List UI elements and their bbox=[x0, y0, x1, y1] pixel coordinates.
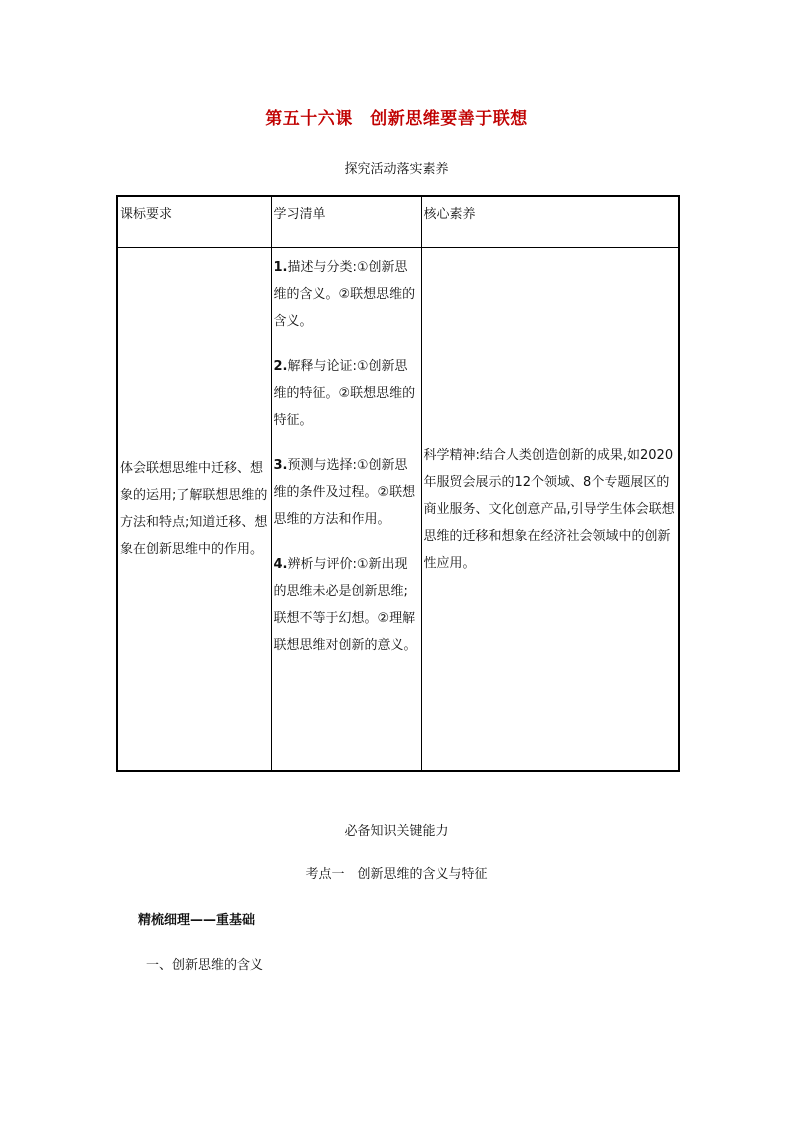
header-cell-requirement: 课标要求 bbox=[117, 196, 271, 248]
checklist-item-number: 1. bbox=[273, 260, 288, 275]
checklist-item-text: 辨析与评价:①新出现的思维未必是创新思维;联想不等于幻想。②理解联想思维对创新的意义。 bbox=[273, 557, 417, 653]
checklist-item bbox=[274, 452, 420, 533]
checklist-item bbox=[274, 254, 420, 335]
section-heading-activity: 探究活动落实素养 bbox=[344, 162, 449, 177]
section-heading-knowledge: 必备知识关键能力 bbox=[344, 824, 449, 839]
curriculum-table bbox=[116, 195, 680, 772]
header-cell-checklist: 学习清单 bbox=[271, 196, 421, 248]
literacy-cell bbox=[421, 248, 679, 772]
table-header-row bbox=[117, 196, 679, 248]
checklist-item-text: 描述与分类:①创新思维的含义。②联想思维的含义。 bbox=[273, 260, 416, 329]
checklist-item-text: 预测与选择:①创新思维的条件及过程。②联想思维的方法和作用。 bbox=[273, 458, 416, 527]
checklist-item bbox=[274, 353, 420, 434]
requirement-text: 体会联想思维中迁移、想象的运用;了解联想思维的方法和特点;知道迁移、想象在创新思维中的作用。 bbox=[120, 461, 268, 557]
requirement-cell bbox=[117, 248, 271, 772]
checklist-item-number: 2. bbox=[273, 359, 288, 374]
document-title: 第五十六课 创新思维要善于联想 bbox=[265, 109, 528, 129]
subheading-basics: 精梳细理——重基础 bbox=[138, 913, 256, 928]
checklist-cell bbox=[271, 248, 421, 772]
table-body-row bbox=[117, 248, 679, 772]
checklist-item-text: 解释与论证:①创新思维的特征。②联想思维的特征。 bbox=[273, 359, 416, 428]
subheading-item-one: 一、创新思维的含义 bbox=[146, 958, 264, 973]
checklist-item-number: 4. bbox=[273, 557, 288, 572]
checklist-item bbox=[274, 551, 420, 659]
section-heading-point-one: 考点一 创新思维的含义与特征 bbox=[305, 867, 488, 882]
checklist-item-number: 3. bbox=[273, 458, 288, 473]
literacy-text: 科学精神:结合人类创造创新的成果,如2020年服贸会展示的12个领域、8个专题展区的商业服务、文化创意产品,引导学生体会联想思维的迁移和想象在经济社会领域中的创新性应用。 bbox=[423, 447, 675, 571]
header-cell-literacy: 核心素养 bbox=[421, 196, 679, 248]
